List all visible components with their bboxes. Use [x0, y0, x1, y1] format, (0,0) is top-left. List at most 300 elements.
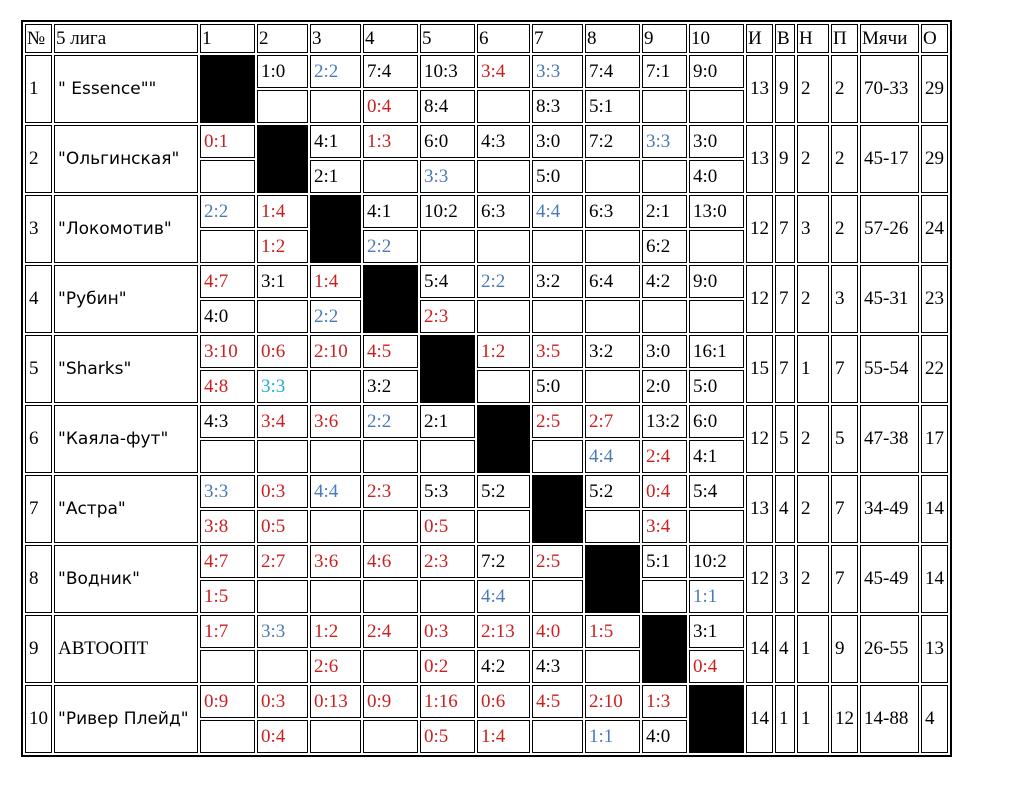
- match-score-first-leg: 13:2: [642, 405, 687, 438]
- team-number: 5: [25, 335, 52, 403]
- match-score-second-leg: [420, 230, 475, 263]
- team-name: "Sharks": [54, 335, 198, 403]
- header-opponent-10: 10: [689, 24, 744, 53]
- stat-losses: 5: [831, 405, 858, 473]
- match-score-first-leg: 0:3: [257, 475, 308, 508]
- stat-points: 29: [921, 55, 948, 123]
- match-score-second-leg: 4:0: [689, 160, 744, 193]
- match-score-second-leg: [363, 440, 418, 473]
- match-score-first-leg: 5:1: [642, 545, 687, 578]
- match-score-first-leg: 2:13: [477, 615, 530, 648]
- match-score-second-leg: [310, 90, 361, 123]
- match-score-second-leg: [689, 510, 744, 543]
- stat-points: 24: [921, 195, 948, 263]
- match-score-second-leg: [310, 720, 361, 753]
- match-score-first-leg: 10:2: [420, 195, 475, 228]
- match-score-second-leg: 0:5: [257, 510, 308, 543]
- stat-wins: 7: [775, 265, 795, 333]
- match-score-second-leg: [585, 370, 640, 403]
- match-score-first-leg: 5:3: [420, 475, 475, 508]
- stat-games: 13: [746, 55, 773, 123]
- match-score-second-leg: 4:3: [532, 650, 583, 683]
- match-score-first-leg: 4:5: [532, 685, 583, 718]
- match-score-first-leg: 3:10: [200, 335, 255, 368]
- header-opponent-5: 5: [420, 24, 475, 53]
- match-score-first-leg: 3:5: [532, 335, 583, 368]
- match-score-second-leg: 1:1: [689, 580, 744, 613]
- match-score-second-leg: 5:0: [689, 370, 744, 403]
- stat-wins: 5: [775, 405, 795, 473]
- match-score-second-leg: [363, 160, 418, 193]
- match-score-second-leg: 0:4: [257, 720, 308, 753]
- match-score-first-leg: 1:4: [310, 265, 361, 298]
- match-score-second-leg: [689, 90, 744, 123]
- match-score-first-leg: 16:1: [689, 335, 744, 368]
- match-score-second-leg: 8:4: [420, 90, 475, 123]
- match-score-first-leg: 5:4: [689, 475, 744, 508]
- stat-points: 22: [921, 335, 948, 403]
- stat-losses: 2: [831, 125, 858, 193]
- stat-goals: 70-33: [860, 55, 919, 123]
- match-score-first-leg: 4:7: [200, 265, 255, 298]
- match-score-second-leg: [420, 440, 475, 473]
- stat-games: 15: [746, 335, 773, 403]
- stat-losses: 7: [831, 335, 858, 403]
- match-score-second-leg: 0:4: [363, 90, 418, 123]
- stat-losses: 7: [831, 545, 858, 613]
- match-score-first-leg: 3:1: [257, 265, 308, 298]
- stat-goals: 45-17: [860, 125, 919, 193]
- match-score-second-leg: 3:2: [363, 370, 418, 403]
- stat-draws: 3: [797, 195, 829, 263]
- match-score-second-leg: [477, 230, 530, 263]
- match-score-second-leg: [310, 370, 361, 403]
- stat-draws: 2: [797, 545, 829, 613]
- match-score-first-leg: 4:1: [363, 195, 418, 228]
- match-score-first-leg: 2:3: [363, 475, 418, 508]
- match-score-first-leg: 2:2: [477, 265, 530, 298]
- stat-points: 17: [921, 405, 948, 473]
- stat-wins: 1: [775, 685, 795, 753]
- match-score-first-leg: 4:5: [363, 335, 418, 368]
- team-name: "Ольгинская": [54, 125, 198, 193]
- self-match-blank: [310, 195, 361, 263]
- stat-wins: 7: [775, 335, 795, 403]
- stat-draws: 2: [797, 265, 829, 333]
- match-score-first-leg: 3:6: [310, 405, 361, 438]
- match-score-first-leg: 5:2: [585, 475, 640, 508]
- match-score-first-leg: 3:3: [257, 615, 308, 648]
- match-score-first-leg: 3:4: [477, 55, 530, 88]
- stat-games: 12: [746, 405, 773, 473]
- team-number: 8: [25, 545, 52, 613]
- match-score-second-leg: [310, 510, 361, 543]
- stat-losses: 2: [831, 55, 858, 123]
- stat-points: 14: [921, 545, 948, 613]
- team-number: 3: [25, 195, 52, 263]
- match-score-second-leg: [200, 230, 255, 263]
- match-score-second-leg: 4:8: [200, 370, 255, 403]
- match-score-second-leg: [532, 440, 583, 473]
- header-number: №: [25, 24, 52, 53]
- stat-wins: 4: [775, 475, 795, 543]
- match-score-second-leg: 4:2: [477, 650, 530, 683]
- match-score-second-leg: [257, 440, 308, 473]
- match-score-first-leg: 3:3: [642, 125, 687, 158]
- match-score-first-leg: 0:3: [420, 615, 475, 648]
- match-score-first-leg: 6:3: [585, 195, 640, 228]
- match-score-first-leg: 1:2: [310, 615, 361, 648]
- match-score-first-leg: 6:3: [477, 195, 530, 228]
- header-games: И: [746, 24, 773, 53]
- stat-games: 14: [746, 615, 773, 683]
- match-score-first-leg: 2:1: [420, 405, 475, 438]
- match-score-second-leg: 3:3: [257, 370, 308, 403]
- match-score-second-leg: [420, 580, 475, 613]
- stat-losses: 7: [831, 475, 858, 543]
- match-score-first-leg: 7:4: [585, 55, 640, 88]
- match-score-first-leg: 3:2: [585, 335, 640, 368]
- match-score-first-leg: 4:1: [310, 125, 361, 158]
- team-number: 2: [25, 125, 52, 193]
- stat-draws: 2: [797, 55, 829, 123]
- match-score-first-leg: 3:3: [532, 55, 583, 88]
- match-score-second-leg: 2:3: [420, 300, 475, 333]
- stat-wins: 9: [775, 55, 795, 123]
- match-score-second-leg: [532, 720, 583, 753]
- match-score-second-leg: 3:8: [200, 510, 255, 543]
- team-row: [25, 55, 948, 88]
- match-score-second-leg: [642, 300, 687, 333]
- stat-points: 29: [921, 125, 948, 193]
- stat-losses: 9: [831, 615, 858, 683]
- match-score-second-leg: 1:1: [585, 720, 640, 753]
- match-score-second-leg: [532, 230, 583, 263]
- match-score-first-leg: 7:2: [585, 125, 640, 158]
- match-score-second-leg: [642, 90, 687, 123]
- self-match-blank: [200, 55, 255, 123]
- match-score-second-leg: 6:2: [642, 230, 687, 263]
- team-row: [25, 615, 948, 648]
- team-row: [25, 125, 948, 158]
- match-score-second-leg: [257, 580, 308, 613]
- team-number: 7: [25, 475, 52, 543]
- match-score-first-leg: 1:3: [363, 125, 418, 158]
- stat-games: 12: [746, 265, 773, 333]
- team-number: 6: [25, 405, 52, 473]
- match-score-second-leg: [257, 650, 308, 683]
- stat-goals: 26-55: [860, 615, 919, 683]
- match-score-first-leg: 3:6: [310, 545, 361, 578]
- match-score-second-leg: 4:4: [477, 580, 530, 613]
- match-score-second-leg: 0:5: [420, 510, 475, 543]
- match-score-first-leg: 5:4: [420, 265, 475, 298]
- match-score-second-leg: [477, 300, 530, 333]
- stat-points: 23: [921, 265, 948, 333]
- self-match-blank: [585, 545, 640, 613]
- match-score-first-leg: 9:0: [689, 55, 744, 88]
- team-number: 1: [25, 55, 52, 123]
- match-score-first-leg: 10:3: [420, 55, 475, 88]
- match-score-first-leg: 2:2: [310, 55, 361, 88]
- stat-wins: 4: [775, 615, 795, 683]
- match-score-second-leg: 5:0: [532, 370, 583, 403]
- match-score-second-leg: [585, 650, 640, 683]
- match-score-second-leg: 4:1: [689, 440, 744, 473]
- stat-goals: 47-38: [860, 405, 919, 473]
- match-score-second-leg: 2:6: [310, 650, 361, 683]
- stat-draws: 2: [797, 405, 829, 473]
- match-score-first-leg: 9:0: [689, 265, 744, 298]
- stat-games: 12: [746, 545, 773, 613]
- match-score-first-leg: 0:9: [200, 685, 255, 718]
- header-wins: В: [775, 24, 795, 53]
- match-score-second-leg: 4:0: [200, 300, 255, 333]
- match-score-second-leg: [585, 160, 640, 193]
- stat-draws: 2: [797, 125, 829, 193]
- team-row: [25, 685, 948, 718]
- match-score-second-leg: 0:5: [420, 720, 475, 753]
- match-score-first-leg: 0:4: [642, 475, 687, 508]
- match-score-first-leg: 3:0: [642, 335, 687, 368]
- stat-wins: 3: [775, 545, 795, 613]
- match-score-first-leg: 2:10: [310, 335, 361, 368]
- match-score-second-leg: 1:2: [257, 230, 308, 263]
- team-row: [25, 405, 948, 438]
- stat-wins: 9: [775, 125, 795, 193]
- match-score-first-leg: 2:4: [363, 615, 418, 648]
- header-draws: Н: [797, 24, 829, 53]
- match-score-first-leg: 3:2: [532, 265, 583, 298]
- stat-draws: 1: [797, 685, 829, 753]
- match-score-second-leg: 4:4: [585, 440, 640, 473]
- match-score-second-leg: [363, 510, 418, 543]
- match-score-second-leg: [200, 440, 255, 473]
- match-score-second-leg: 1:4: [477, 720, 530, 753]
- match-score-second-leg: [689, 230, 744, 263]
- match-score-first-leg: 1:4: [257, 195, 308, 228]
- match-score-first-leg: 1:0: [257, 55, 308, 88]
- team-row: [25, 545, 948, 578]
- match-score-second-leg: [477, 510, 530, 543]
- team-number: 4: [25, 265, 52, 333]
- self-match-blank: [689, 685, 744, 753]
- match-score-first-leg: 2:2: [200, 195, 255, 228]
- match-score-second-leg: 3:3: [420, 160, 475, 193]
- match-score-second-leg: [257, 300, 308, 333]
- match-score-second-leg: [642, 580, 687, 613]
- match-score-second-leg: [532, 580, 583, 613]
- match-score-first-leg: 1:3: [642, 685, 687, 718]
- match-score-first-leg: 6:0: [420, 125, 475, 158]
- match-score-second-leg: 2:4: [642, 440, 687, 473]
- self-match-blank: [257, 125, 308, 193]
- match-score-first-leg: 0:6: [257, 335, 308, 368]
- stat-losses: 2: [831, 195, 858, 263]
- header-opponent-3: 3: [310, 24, 361, 53]
- match-score-second-leg: [477, 90, 530, 123]
- match-score-second-leg: [585, 300, 640, 333]
- self-match-blank: [642, 615, 687, 683]
- header-opponent-4: 4: [363, 24, 418, 53]
- team-row: [25, 265, 948, 298]
- stat-goals: 57-26: [860, 195, 919, 263]
- team-number: 10: [25, 685, 52, 753]
- match-score-first-leg: 4:4: [532, 195, 583, 228]
- match-score-first-leg: 2:1: [642, 195, 687, 228]
- match-score-first-leg: 1:16: [420, 685, 475, 718]
- stat-goals: 14-88: [860, 685, 919, 753]
- team-name: " Essence"": [54, 55, 198, 123]
- match-score-second-leg: [585, 230, 640, 263]
- stat-losses: 3: [831, 265, 858, 333]
- header-losses: П: [831, 24, 858, 53]
- stat-goals: 45-31: [860, 265, 919, 333]
- match-score-first-leg: 1:2: [477, 335, 530, 368]
- match-score-second-leg: 1:5: [200, 580, 255, 613]
- match-score-first-leg: 4:6: [363, 545, 418, 578]
- header-opponent-8: 8: [585, 24, 640, 53]
- league-standings-table: [21, 20, 952, 757]
- match-score-first-leg: 4:2: [642, 265, 687, 298]
- stat-goals: 34-49: [860, 475, 919, 543]
- match-score-first-leg: 4:3: [477, 125, 530, 158]
- match-score-second-leg: [585, 510, 640, 543]
- stat-draws: 2: [797, 475, 829, 543]
- match-score-second-leg: [363, 650, 418, 683]
- match-score-second-leg: 0:4: [689, 650, 744, 683]
- stat-points: 4: [921, 685, 948, 753]
- match-score-second-leg: 5:1: [585, 90, 640, 123]
- match-score-second-leg: [363, 720, 418, 753]
- stat-games: 12: [746, 195, 773, 263]
- header-opponent-1: 1: [200, 24, 255, 53]
- match-score-first-leg: 0:1: [200, 125, 255, 158]
- match-score-second-leg: 2:1: [310, 160, 361, 193]
- stat-games: 14: [746, 685, 773, 753]
- team-name: "Астра": [54, 475, 198, 543]
- self-match-blank: [532, 475, 583, 543]
- stat-points: 13: [921, 615, 948, 683]
- match-score-first-leg: 2:5: [532, 545, 583, 578]
- match-score-second-leg: [477, 370, 530, 403]
- match-score-second-leg: [257, 90, 308, 123]
- header-opponent-6: 6: [477, 24, 530, 53]
- match-score-second-leg: 5:0: [532, 160, 583, 193]
- header-row: [25, 24, 948, 53]
- stat-goals: 45-49: [860, 545, 919, 613]
- match-score-first-leg: 7:2: [477, 545, 530, 578]
- team-name: АВТООПТ: [54, 615, 198, 683]
- match-score-first-leg: 0:9: [363, 685, 418, 718]
- match-score-first-leg: 1:5: [585, 615, 640, 648]
- match-score-first-leg: 2:2: [363, 405, 418, 438]
- stat-wins: 7: [775, 195, 795, 263]
- match-score-second-leg: 4:0: [642, 720, 687, 753]
- stat-goals: 55-54: [860, 335, 919, 403]
- match-score-second-leg: 2:2: [310, 300, 361, 333]
- match-score-second-leg: 2:2: [363, 230, 418, 263]
- match-score-second-leg: [310, 580, 361, 613]
- header-opponent-2: 2: [257, 24, 308, 53]
- match-score-first-leg: 2:3: [420, 545, 475, 578]
- match-score-second-leg: [200, 720, 255, 753]
- team-name: "Локомотив": [54, 195, 198, 263]
- match-score-second-leg: [200, 160, 255, 193]
- match-score-first-leg: 3:1: [689, 615, 744, 648]
- match-score-first-leg: 2:10: [585, 685, 640, 718]
- stat-draws: 1: [797, 335, 829, 403]
- match-score-second-leg: 3:4: [642, 510, 687, 543]
- team-row: [25, 195, 948, 228]
- match-score-first-leg: 0:6: [477, 685, 530, 718]
- team-row: [25, 475, 948, 508]
- team-name: "Рубин": [54, 265, 198, 333]
- match-score-first-leg: 2:7: [257, 545, 308, 578]
- match-score-first-leg: 7:4: [363, 55, 418, 88]
- match-score-first-leg: 3:3: [200, 475, 255, 508]
- stat-draws: 1: [797, 615, 829, 683]
- table-body: [25, 55, 948, 753]
- stat-losses: 12: [831, 685, 858, 753]
- self-match-blank: [363, 265, 418, 333]
- match-score-first-leg: 10:2: [689, 545, 744, 578]
- match-score-first-leg: 13:0: [689, 195, 744, 228]
- match-score-first-leg: 2:5: [532, 405, 583, 438]
- header-opponent-7: 7: [532, 24, 583, 53]
- match-score-first-leg: 6:4: [585, 265, 640, 298]
- match-score-first-leg: 4:3: [200, 405, 255, 438]
- match-score-first-leg: 5:2: [477, 475, 530, 508]
- match-score-first-leg: 3:0: [532, 125, 583, 158]
- header-points: О: [921, 24, 948, 53]
- match-score-first-leg: 1:7: [200, 615, 255, 648]
- self-match-blank: [420, 335, 475, 403]
- match-score-first-leg: 3:4: [257, 405, 308, 438]
- match-score-second-leg: [532, 300, 583, 333]
- match-score-second-leg: 2:0: [642, 370, 687, 403]
- team-number: 9: [25, 615, 52, 683]
- stat-games: 13: [746, 475, 773, 543]
- header-league: 5 лига: [54, 24, 198, 53]
- match-score-second-leg: [310, 440, 361, 473]
- match-score-second-leg: [200, 650, 255, 683]
- match-score-first-leg: 0:13: [310, 685, 361, 718]
- match-score-first-leg: 3:0: [689, 125, 744, 158]
- match-score-second-leg: [689, 300, 744, 333]
- match-score-first-leg: 4:7: [200, 545, 255, 578]
- team-row: [25, 335, 948, 368]
- team-name: "Ривер Плейд": [54, 685, 198, 753]
- match-score-first-leg: 6:0: [689, 405, 744, 438]
- stat-games: 13: [746, 125, 773, 193]
- match-score-first-leg: 2:7: [585, 405, 640, 438]
- match-score-first-leg: 4:0: [532, 615, 583, 648]
- match-score-second-leg: [363, 580, 418, 613]
- match-score-second-leg: 0:2: [420, 650, 475, 683]
- stat-points: 14: [921, 475, 948, 543]
- match-score-second-leg: 8:3: [532, 90, 583, 123]
- header-goals: Мячи: [860, 24, 919, 53]
- team-name: "Водник": [54, 545, 198, 613]
- team-name: "Каяла-фут": [54, 405, 198, 473]
- match-score-second-leg: [642, 160, 687, 193]
- header-opponent-9: 9: [642, 24, 687, 53]
- match-score-first-leg: 7:1: [642, 55, 687, 88]
- self-match-blank: [477, 405, 530, 473]
- match-score-second-leg: [477, 160, 530, 193]
- match-score-first-leg: 4:4: [310, 475, 361, 508]
